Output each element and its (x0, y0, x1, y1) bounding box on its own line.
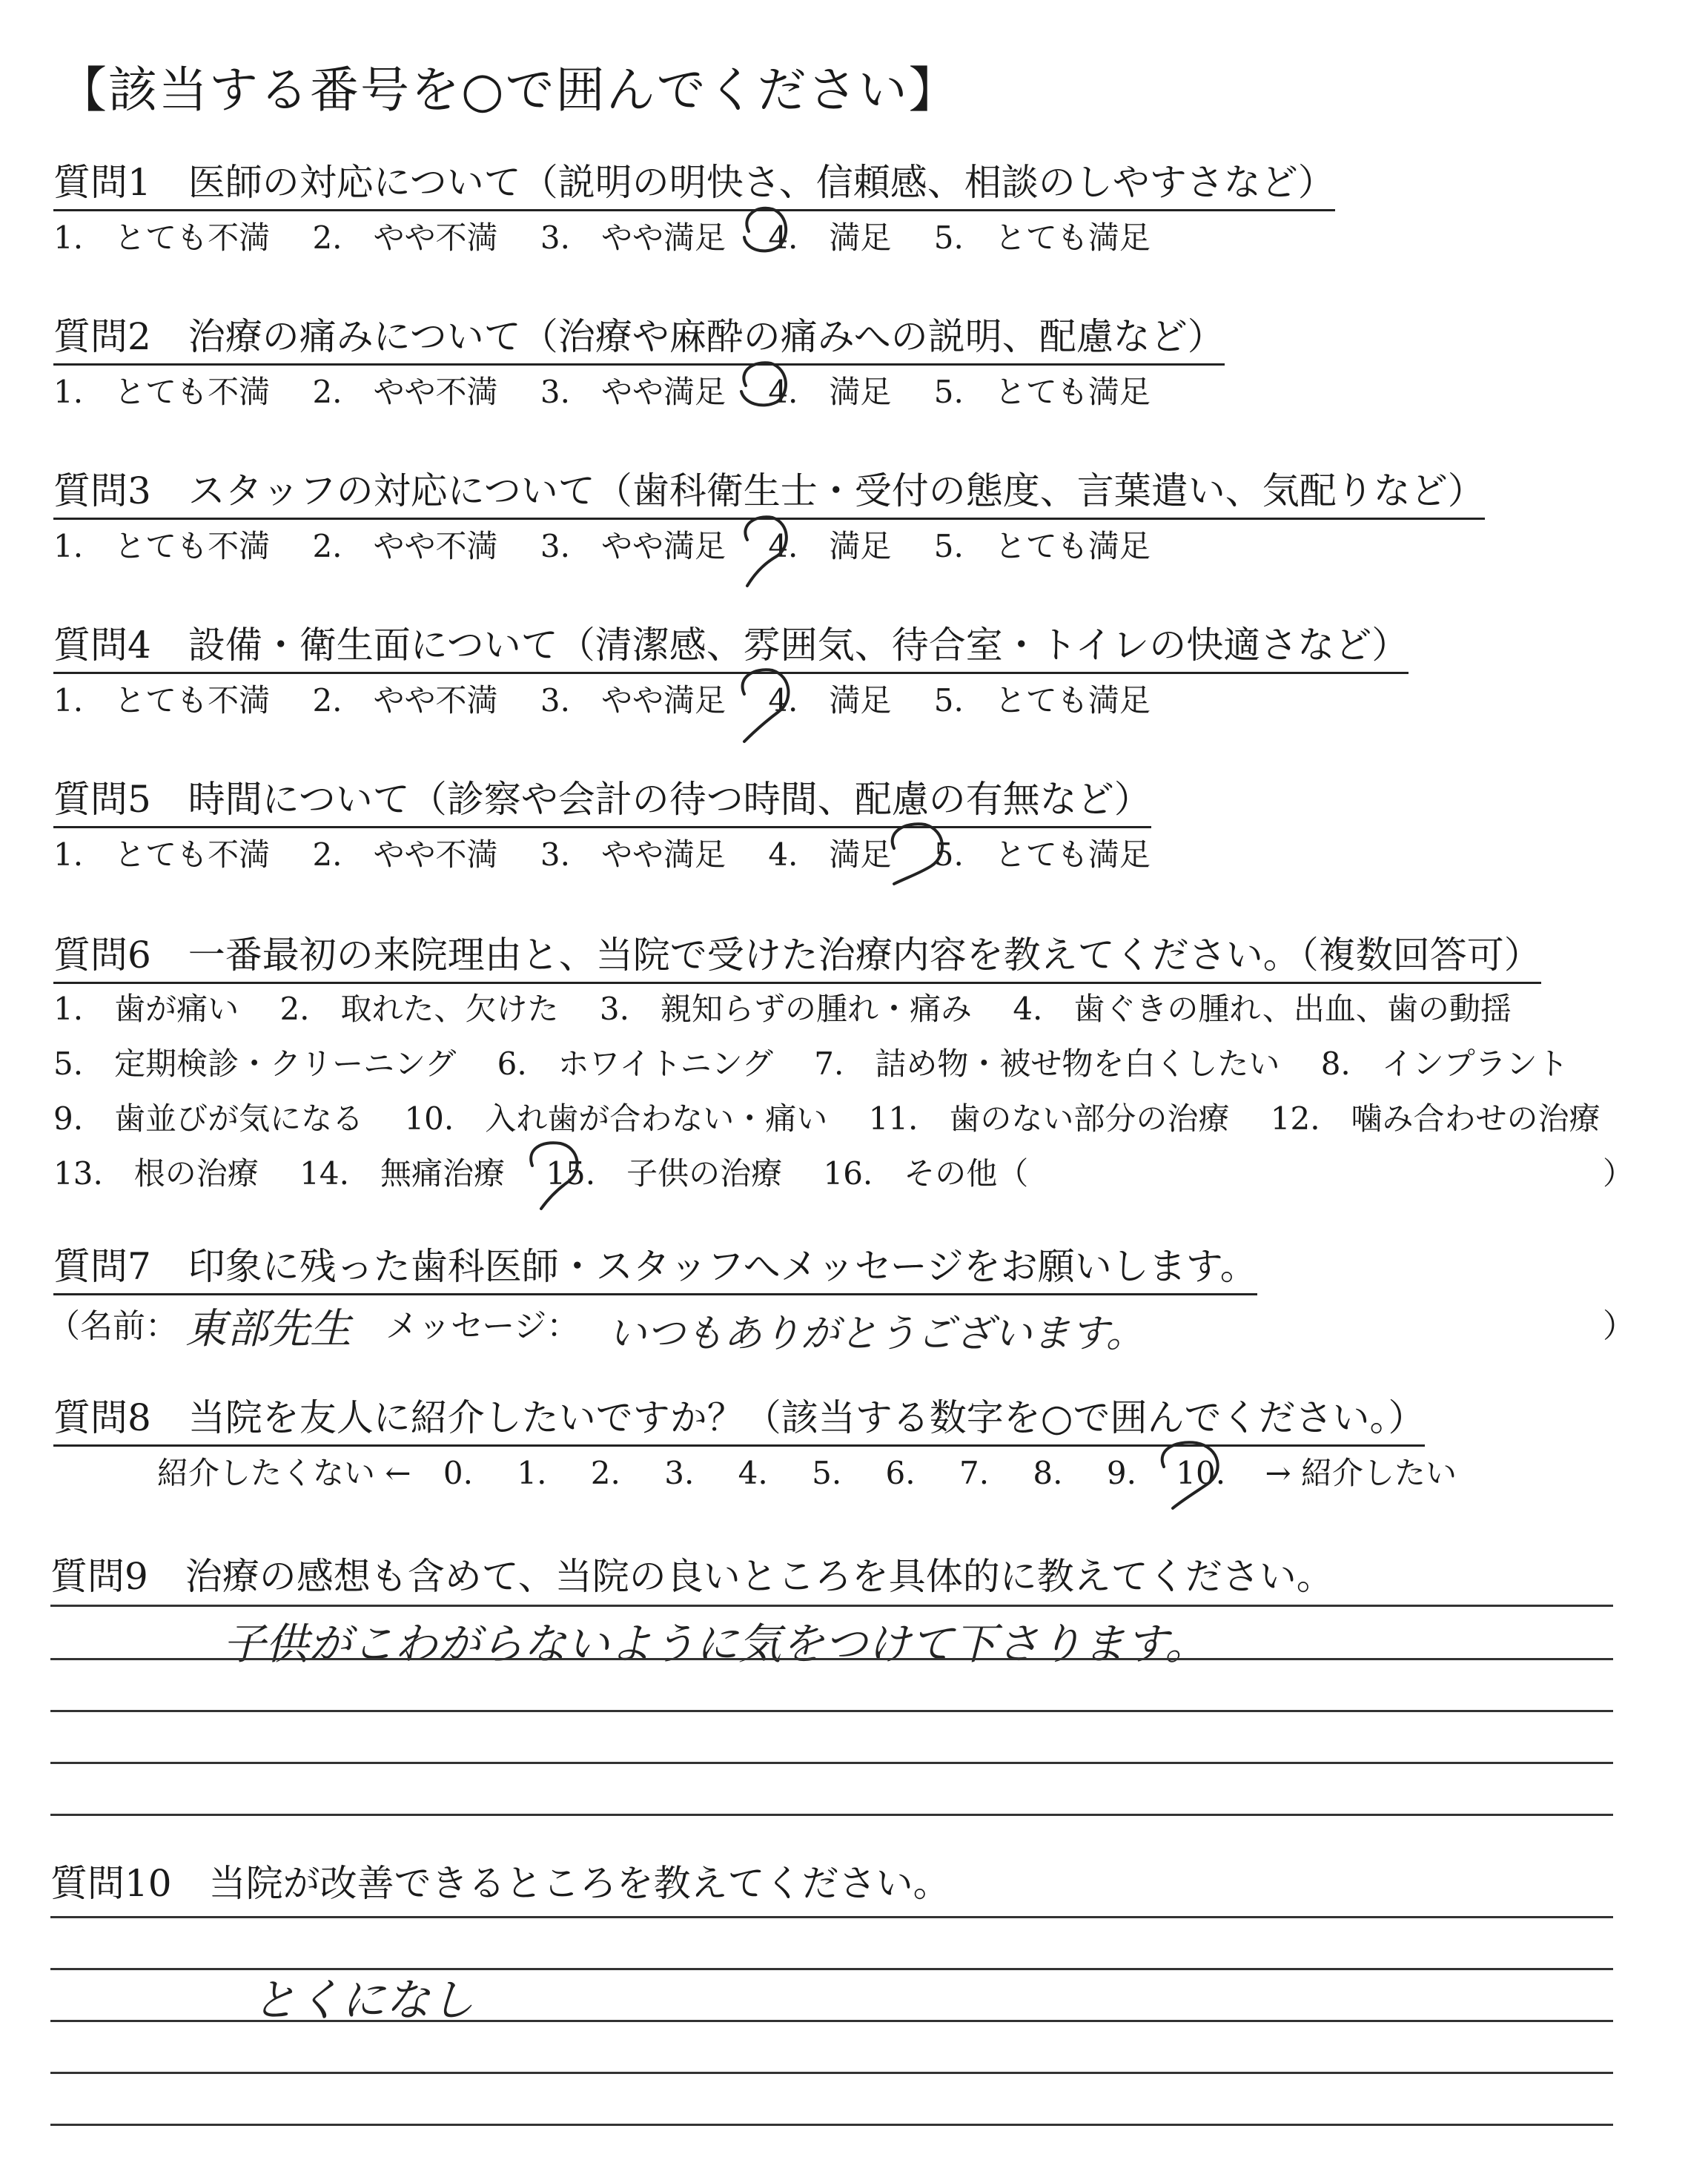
q8-title: 質問8 当院を友人に紹介したいですか？（該当する数字を○で囲んでください。） (53, 1388, 1425, 1447)
q5-title: 質問5 時間について（診察や会計の待つ時間、配慮の有無など） (53, 770, 1151, 828)
q1-option-3[interactable]: 3. やや満足 (540, 219, 726, 256)
q7-message-label: メッセージ： (385, 1307, 580, 1345)
q6-option-11[interactable]: 11. 歯のない部分の治療 (868, 1100, 1230, 1137)
q10-answer-line-1 (50, 1916, 1613, 1918)
q8-scale (157, 1449, 1457, 1493)
q4-title: 質問4 設備・衛生面について（清潔感、雰囲気、待合室・トイレの快適さなど） (53, 615, 1409, 674)
q6-row-1 (53, 985, 1543, 1029)
q9-answer-line-2 (50, 1658, 1613, 1660)
q10-answer-line-4 (50, 2072, 1613, 2074)
q6-option-1[interactable]: 1. 歯が痛い (53, 991, 239, 1027)
q6-option-10[interactable]: 10. 入れ歯が合わない・痛い (404, 1100, 828, 1137)
q2-option-4[interactable]: 4. 満足 (768, 374, 892, 410)
q6-option-3[interactable]: 3. 親知らずの腫れ・痛み (599, 991, 972, 1027)
q3-option-3[interactable]: 3. やや満足 (540, 528, 726, 564)
q10-answer-line-5 (50, 2124, 1613, 2126)
q7-close-paren: ） (1603, 1307, 1635, 1345)
q4-option-5[interactable]: 5. とても満足 (933, 682, 1151, 719)
q1-option-4[interactable]: 4. 満足 (768, 219, 892, 256)
q1-options (53, 214, 1183, 258)
q1-option-1[interactable]: 1. とても不満 (53, 219, 271, 256)
q8-option-0[interactable]: 0. (443, 1455, 473, 1491)
q9-answer[interactable]: 子供がこわがらないように気をつけて下さります。 (222, 1619, 1208, 1669)
q8-option-5[interactable]: 5. (812, 1455, 842, 1491)
q8-option-2[interactable]: 2. (590, 1455, 620, 1491)
q7-title: 質問7 印象に残った歯科医師・スタッフへメッセージをお願いします。 (53, 1237, 1257, 1295)
q2-title: 質問2 治療の痛みについて（治療や麻酔の痛みへの説明、配慮など） (53, 307, 1225, 366)
q8-option-9[interactable]: 9. (1106, 1455, 1136, 1491)
q3-option-4[interactable]: 4. 満足 (768, 528, 892, 564)
q4-options (53, 676, 1183, 721)
q6-option-13[interactable]: 13. 根の治療 (53, 1155, 259, 1192)
q10-title: 質問10 当院が改善できるところを教えてください。 (50, 1862, 950, 1905)
q6-row-4 (53, 1149, 1059, 1194)
q2-option-1[interactable]: 1. とても不満 (53, 374, 271, 410)
q9-answer-line-4 (50, 1762, 1613, 1764)
q2-option-5[interactable]: 5. とても満足 (933, 374, 1151, 410)
q5-option-4[interactable]: 4. 満足 (768, 836, 892, 873)
q3-option-5[interactable]: 5. とても満足 (933, 528, 1151, 564)
q8-option-3[interactable]: 3. (664, 1455, 695, 1491)
q7-name-value[interactable]: 東部先生 (185, 1305, 351, 1353)
q5-options (53, 830, 1183, 875)
q5-option-3[interactable]: 3. やや満足 (540, 836, 726, 873)
q3-options (53, 522, 1183, 567)
q6-option-5[interactable]: 5. 定期検診・クリーニング (53, 1046, 457, 1082)
form-header: 【該当する番号を○で囲んでください】 (58, 62, 959, 119)
q7-message-value[interactable]: いつもありがとうございます。 (608, 1312, 1145, 1356)
q6-option-9[interactable]: 9. 歯並びが気になる (53, 1100, 364, 1137)
q2-options (53, 368, 1183, 412)
q6-option-8[interactable]: 8. インプラント (1320, 1046, 1569, 1082)
q8-option-7[interactable]: 7. (959, 1455, 990, 1491)
q6-option-4[interactable]: 4. 歯ぐきの腫れ、出血、歯の動揺 (1013, 991, 1512, 1027)
q3-option-2[interactable]: 2. やや不満 (312, 528, 498, 564)
q9-answer-line-5 (50, 1814, 1613, 1816)
q5-option-1[interactable]: 1. とても不満 (53, 836, 271, 873)
q2-option-2[interactable]: 2. やや不満 (312, 374, 498, 410)
q6-option-12[interactable]: 12. 噛み合わせの治療 (1270, 1100, 1601, 1137)
q6-row-3 (53, 1094, 1632, 1139)
q6-row-2 (53, 1040, 1600, 1084)
q8-option-6[interactable]: 6. (885, 1455, 916, 1491)
q6-other-close-paren: ） (1603, 1155, 1635, 1192)
q6-option-15[interactable]: 15. 子供の治療 (546, 1155, 783, 1192)
q6-title: 質問6 一番最初の来院理由と、当院で受けた治療内容を教えてください。（複数回答可） (53, 925, 1541, 984)
q5-option-5[interactable]: 5. とても満足 (933, 836, 1151, 873)
q7-name-label: （名前： (47, 1307, 178, 1345)
q8-option-1[interactable]: 1. (517, 1455, 547, 1491)
q4-option-1[interactable]: 1. とても不満 (53, 682, 271, 719)
q10-answer-line-3 (50, 2020, 1613, 2022)
q4-option-2[interactable]: 2. やや不満 (312, 682, 498, 719)
q1-title: 質問1 医師の対応について（説明の明快さ、信頼感、相談のしやすさなど） (53, 153, 1335, 211)
q6-option-7[interactable]: 7. 詰め物・被せ物を白くしたい (814, 1046, 1280, 1082)
q9-answer-line-3 (50, 1710, 1613, 1712)
q6-option-14[interactable]: 14. 無痛治療 (299, 1155, 505, 1192)
q8-option-8[interactable]: 8. (1033, 1455, 1063, 1491)
q8-option-10[interactable]: 10. (1176, 1455, 1226, 1491)
q6-option-16[interactable]: 16. その他（ (823, 1155, 1029, 1192)
q8-left-label: 紹介したくない ← (157, 1455, 411, 1491)
q8-right-label: → 紹介したい (1265, 1455, 1457, 1491)
q6-option-6[interactable]: 6. ホワイトニング (497, 1046, 773, 1082)
q10-answer[interactable]: とくになし (252, 1975, 474, 2027)
q3-title: 質問3 スタッフの対応について（歯科衛生士・受付の態度、言葉遣い、気配りなど） (53, 461, 1485, 520)
q1-option-2[interactable]: 2. やや不満 (312, 219, 498, 256)
q8-option-4[interactable]: 4. (738, 1455, 768, 1491)
q9-answer-line-1 (50, 1605, 1613, 1607)
q4-option-3[interactable]: 3. やや満足 (540, 682, 726, 719)
q9-title: 質問9 治療の感想も含めて、当院の良いところを具体的に教えてください。 (50, 1555, 1334, 1598)
q5-option-2[interactable]: 2. やや不満 (312, 836, 498, 873)
q1-option-5[interactable]: 5. とても満足 (933, 219, 1151, 256)
q2-option-3[interactable]: 3. やや満足 (540, 374, 726, 410)
q4-option-4[interactable]: 4. 満足 (768, 682, 892, 719)
q3-option-1[interactable]: 1. とても不満 (53, 528, 271, 564)
q6-option-2[interactable]: 2. 取れた、欠けた (279, 991, 559, 1027)
